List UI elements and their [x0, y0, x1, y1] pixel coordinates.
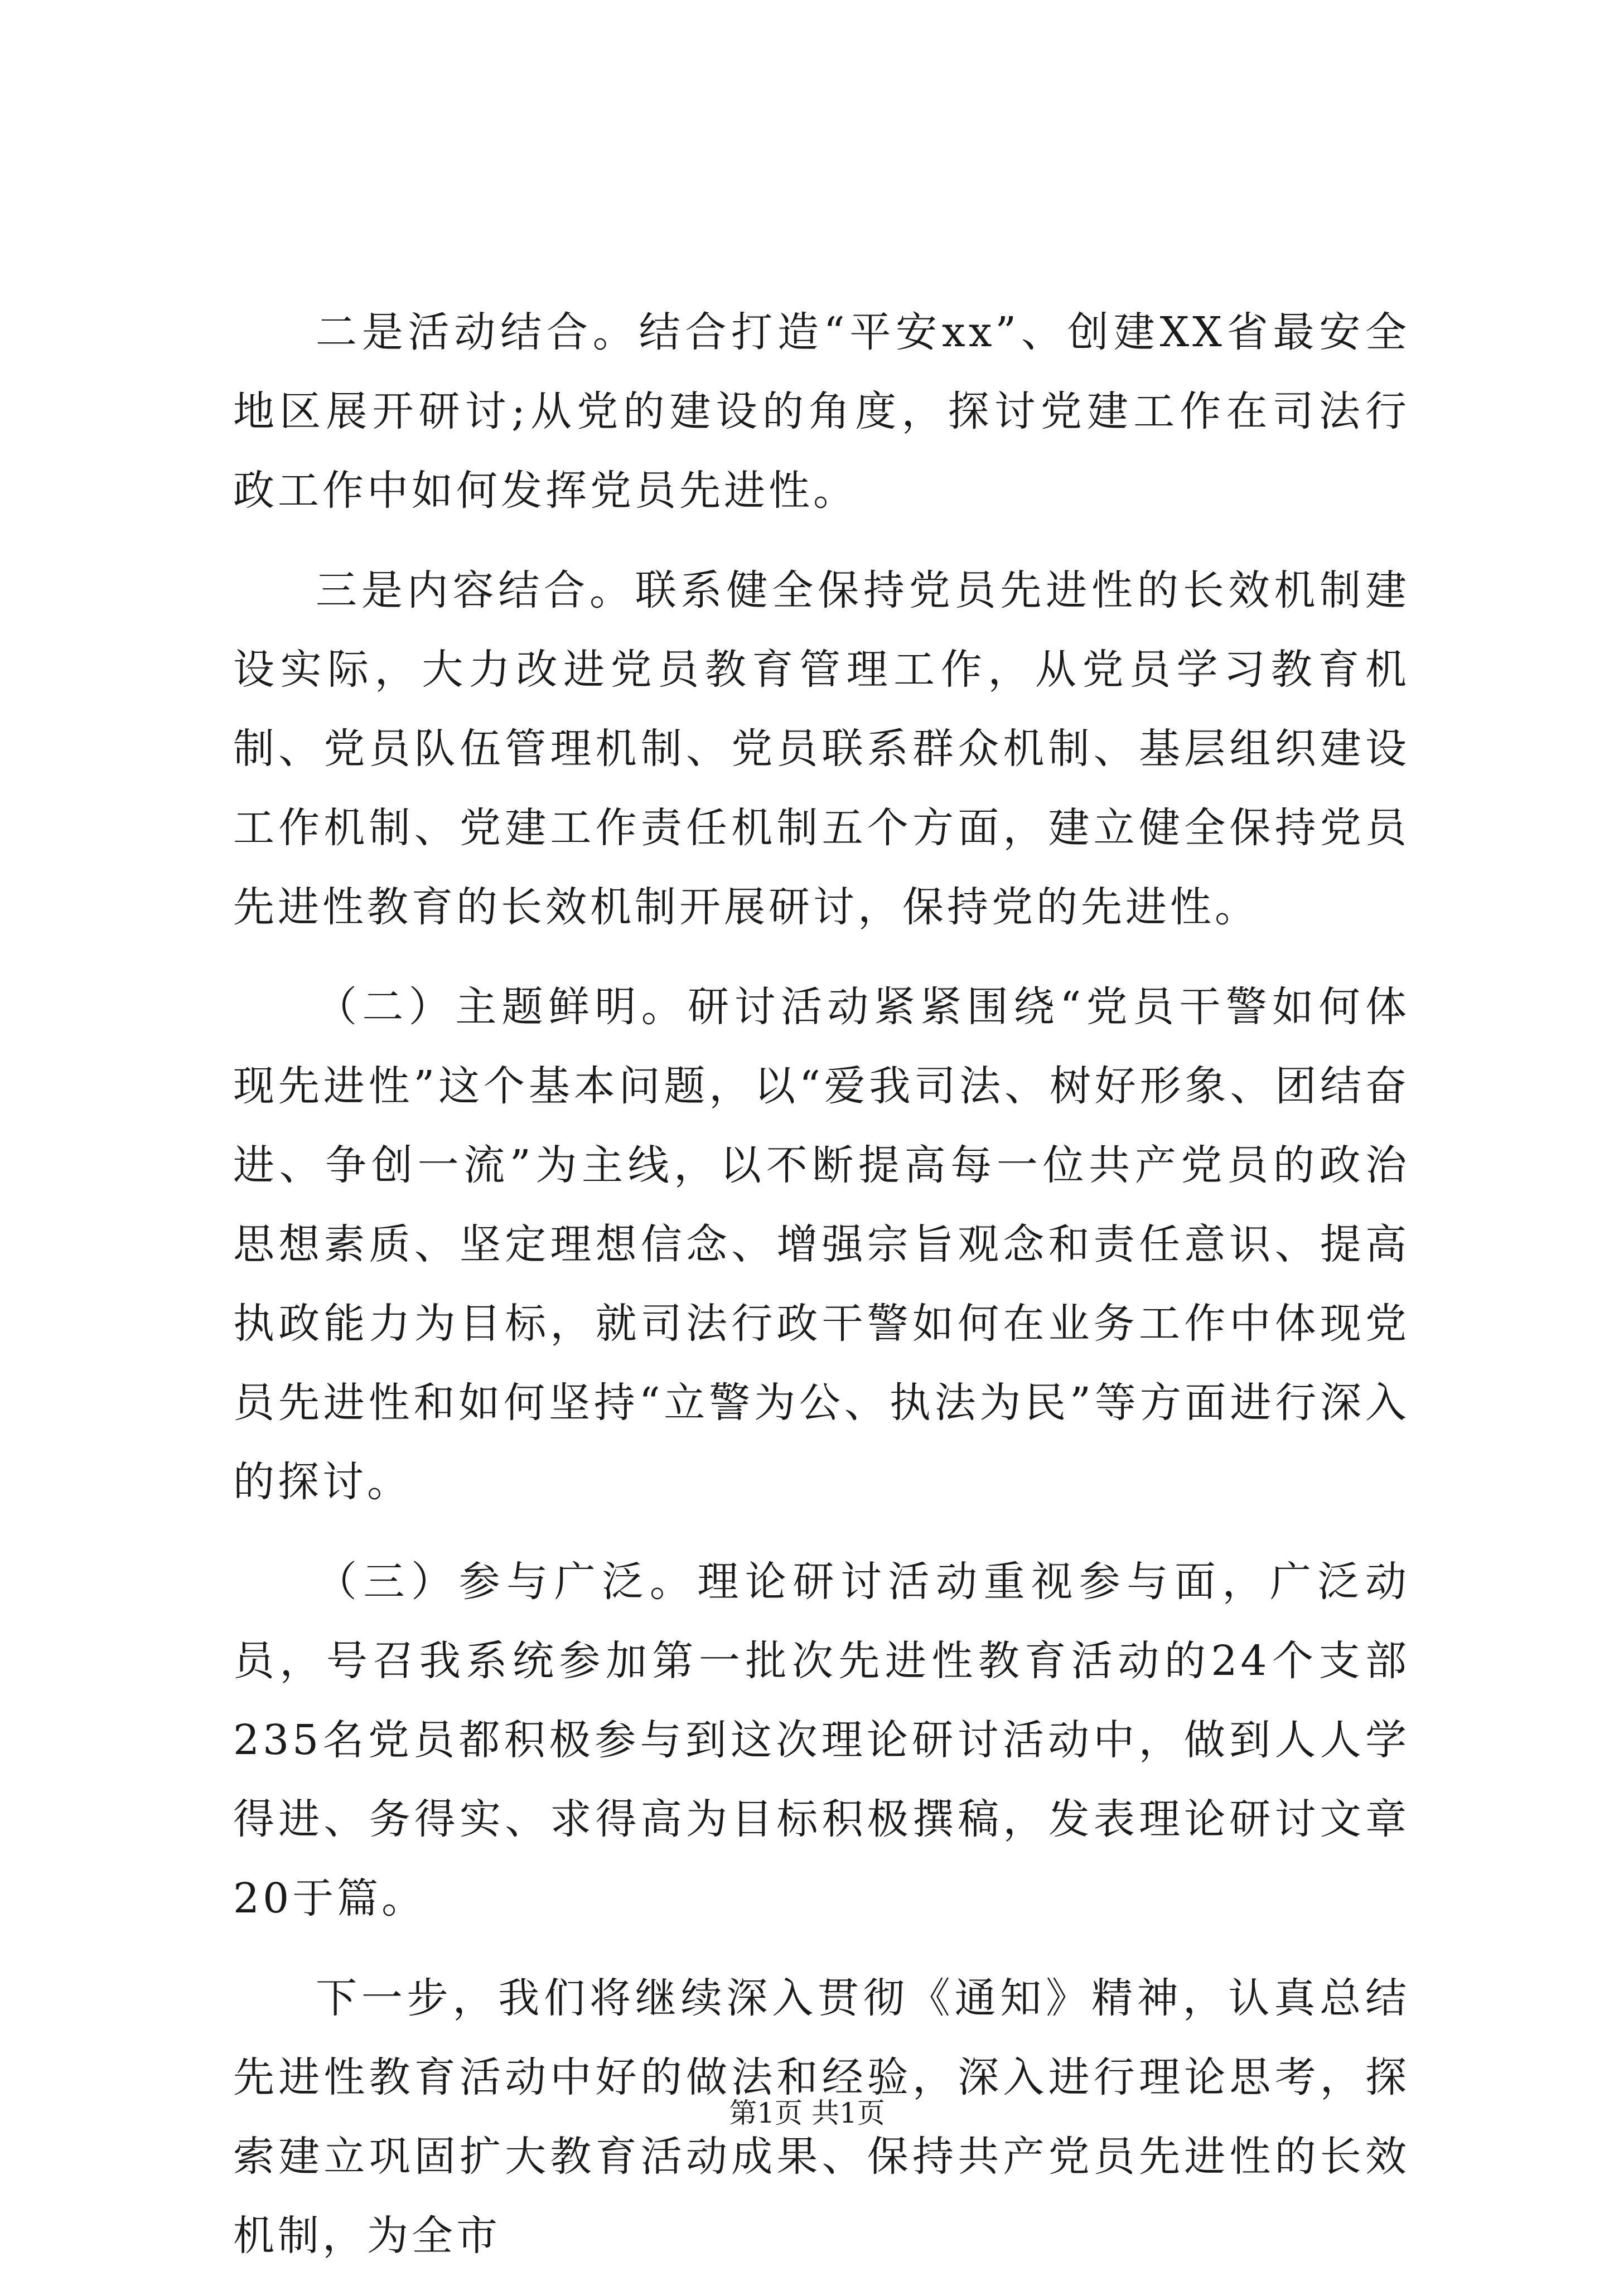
page-footer: 第1页 共1页 — [729, 2097, 885, 2129]
paragraph-next-steps: 下一步，我们将继续深入贯彻《通知》精神，认真总结先进性教育活动中好的做法和经验，深入进行理论思考，探索建立巩固扩大教育活动成果、保持共产党员先进性的长效机制，为全市 — [233, 1974, 1410, 2260]
document-body — [233, 293, 1410, 2296]
paragraph-activity-combination: 二是活动结合。结合打造“平安xx”、创建XX省最安全地区展开研讨;从党的建设的角度，探讨党建工作在司法行政工作中如何发挥党员先进性。 — [233, 308, 1410, 515]
paragraph-content-combination: 三是内容结合。联系健全保持党员先进性的长效机制建设实际，大力改进党员教育管理工作，从党员学习教育机制、党员队伍管理机制、党员联系群众机制、基层组织建设工作机制、党建工作责任机制五个方面，建立健全保持党员先进性教育的长效机制开展研讨，保持党的先进性。 — [233, 566, 1410, 931]
paragraph-wide-participation: （三）参与广泛。理论研讨活动重视参与面，广泛动员，号召我系统参加第一批次先进性教育活动的24个支部235名党员都积极参与到这次理论研讨活动中，做到人人学得进、务得实、求得高为目标积极撰稿，发表理论研讨文章20于篇。 — [233, 1558, 1410, 1922]
paragraph-clear-theme: （二）主题鲜明。研讨活动紧紧围绕“党员干警如何体现先进性”这个基本问题，以“爱我司法、树好形象、团结奋进、争创一流”为主线，以不断提高每一位共产党员的政治思想素质、坚定理想信念、增强宗旨观念和责任意识、提高执政能力为目标，就司法行政干警如何在业务工作中体现党员先进性和如何坚持“立警为公、执法为民”等方面进行深入的探讨。 — [233, 983, 1410, 1506]
